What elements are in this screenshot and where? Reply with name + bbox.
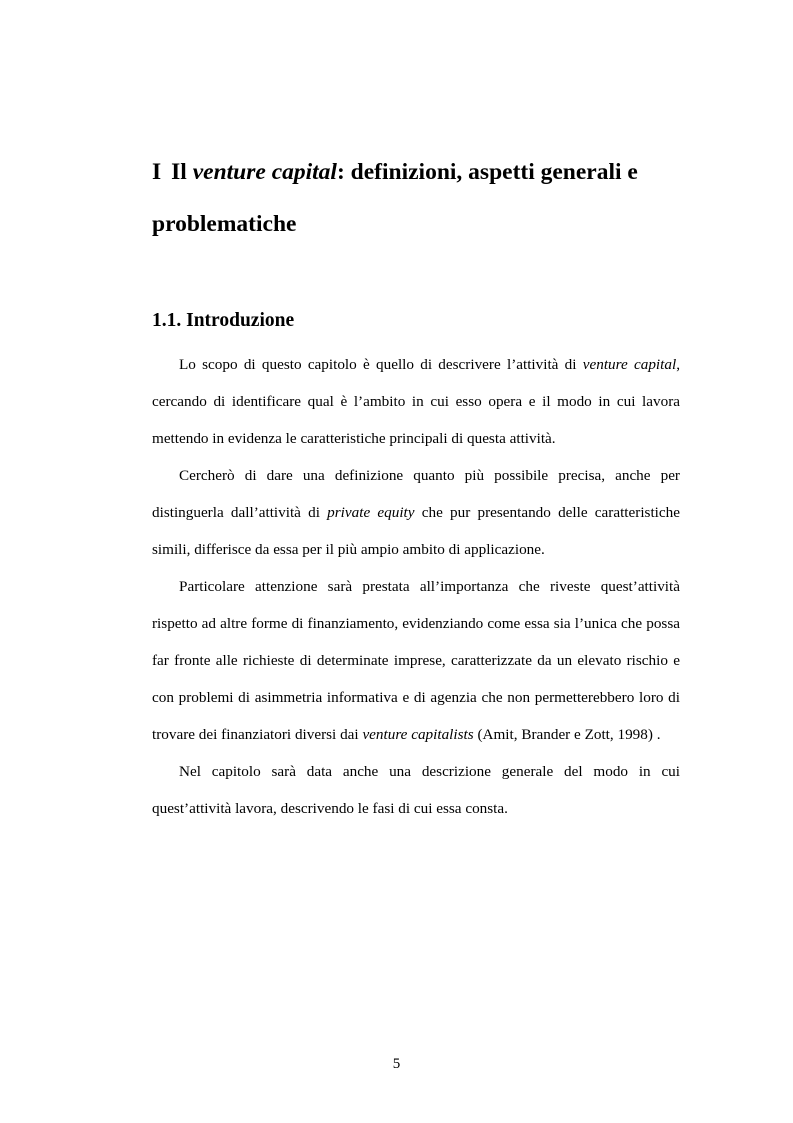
page-number: 5 xyxy=(392,1056,401,1072)
chapter-title-italic: venture capital xyxy=(192,159,337,185)
paragraph-2 xyxy=(152,457,680,568)
paragraph-3-text-a: Particolare attenzione sarà prestata all’importanza che riveste quest’attività rispetto ad altre forme di finanziamento, evidenziando come essa sia l’unica che possa far fronte alle richieste di determinate imprese, caratterizzate da un elevato rischio e con problemi di asimmetria informativa e di agenzia che non permetterebbero loro di trovare dei finanziatori diversi dai xyxy=(152,578,680,743)
body-text xyxy=(152,346,680,827)
paragraph-2-text-c: che pur presentando delle caratteristiche simili, differisce da essa per il più ampio ambito di applicazione. xyxy=(152,504,680,558)
paragraph-3-text-c: (Amit, Brander e Zott, 1998) . xyxy=(473,726,661,743)
section-title: 1.1. Introduzione xyxy=(152,310,295,331)
paragraph-4 xyxy=(152,753,680,827)
paragraph-1-text-c: , cercando di identificare qual è l’ambito in cui esso opera e il modo in cui lavora mettendo in evidenza le caratteristiche principali di questa attività. xyxy=(152,356,680,447)
chapter-title xyxy=(152,146,682,250)
chapter-title-rest: : definizioni, aspetti generali e problematiche xyxy=(152,159,638,237)
paragraph-1-text-a: Lo scopo di questo capitolo è quello di descrivere l’attività di xyxy=(179,356,583,373)
paragraph-4-text: Nel capitolo sarà data anche una descrizione generale del modo in cui quest’attività lavora, descrivendo le fasi di cui essa consta. xyxy=(152,763,680,817)
chapter-number: I xyxy=(152,159,162,185)
paragraph-1 xyxy=(152,346,680,457)
paragraph-1-italic: venture capital xyxy=(582,356,677,373)
paragraph-2-text-a: Cercherò di dare una definizione quanto più possibile precisa, anche per distinguerla dall’attività di xyxy=(152,467,680,521)
paragraph-2-italic: private equity xyxy=(327,504,415,521)
paragraph-3 xyxy=(152,568,680,753)
paragraph-3-italic: venture capitalists xyxy=(362,726,474,743)
chapter-title-prefix: Il xyxy=(171,159,193,185)
